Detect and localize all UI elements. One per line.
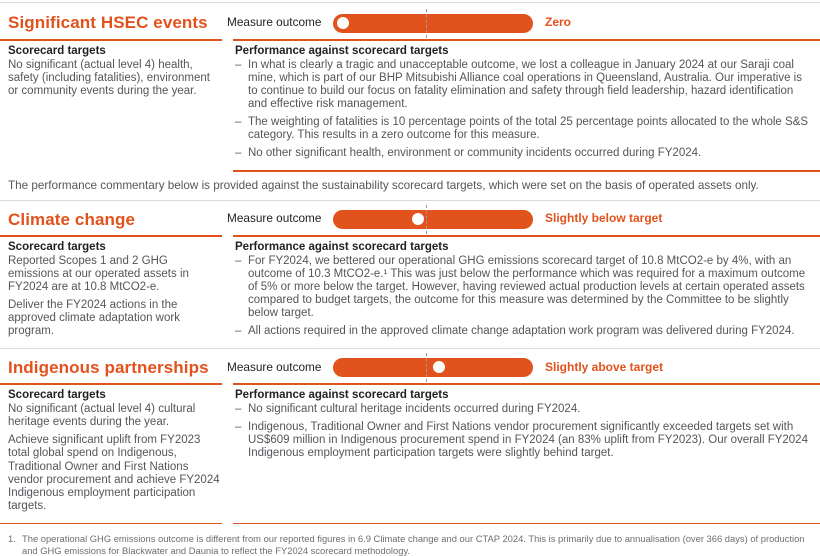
target-paragraph: No significant (actual level 4) health, safety (including fatalities), environment or community events during the year. — [8, 58, 210, 97]
bullet-text: No significant cultural heritage incidents occurred during FY2024. — [248, 403, 581, 416]
header-divider — [0, 39, 820, 41]
slider-midpoint-line — [426, 9, 427, 38]
section-title: Climate change — [8, 209, 136, 229]
section-significant-hsec-events — [0, 10, 820, 172]
target-paragraph: Reported Scopes 1 and 2 GHG emissions at our operated assets in FY2024 are at 10.8 MtCO2-e. — [8, 254, 189, 294]
header-divider — [0, 235, 820, 237]
performance-bullet — [235, 403, 812, 416]
target-paragraph: Achieve significant uplift from FY2023 total global spend on Indigenous, Traditional Owner and First Nations vendor procurement and achieve FY2024 Indigenous employment participation targets. — [8, 434, 220, 512]
measure-outcome-slider — [333, 210, 533, 229]
measure-outcome-label: Measure outcome — [227, 211, 322, 226]
bullet-text: No other significant health, environment or community incidents occurred during FY2024. — [248, 147, 702, 160]
slider-track — [333, 14, 533, 33]
header-divider — [0, 383, 820, 385]
bullet-dash: – — [235, 147, 242, 160]
header-divider-left — [0, 235, 222, 237]
performance-bullet — [235, 116, 812, 142]
measure-outcome-slider — [333, 358, 533, 377]
section-closing-divider — [0, 523, 820, 525]
bullet-dash: – — [235, 421, 242, 434]
bullet-text: Indigenous, Traditional Owner and First Nations vendor procurement significantly exceeded targets set with US$609 million in Indigenous procurement spend in FY2024 (an 83% uplift from FY2023). Our overall FY2024 Indigenous employment participation targets were slightly behind target. — [248, 421, 808, 460]
slider-midpoint-line — [426, 205, 427, 234]
section-closing-divider — [233, 170, 820, 172]
bullet-dash: – — [235, 325, 242, 338]
scorecard-targets-column — [0, 45, 222, 166]
performance-bullet — [235, 255, 812, 321]
section-header-row — [0, 10, 820, 36]
performance-heading: Performance against scorecard targets — [235, 240, 449, 253]
header-divider-left — [0, 39, 222, 41]
section-climate-change — [0, 206, 820, 348]
section-columns — [0, 385, 820, 523]
page-top-divider — [0, 2, 820, 3]
slider-track — [333, 210, 533, 229]
bullet-text: For FY2024, we bettered our operational GHG emissions scorecard target of 10.8 MtCO2-e by 4%, with an outcome of 10.3 MtCO2-e.¹ This was just below the performance which was required for a maximum outcome of 5% or more below the target. However, having reviewed actual production levels at certain operated assets compared to budget targets, the outcome for this measure was determined by the Committee to be slightly below target. — [248, 254, 806, 320]
slider-dot — [337, 17, 349, 29]
section-title: Indigenous partnerships — [8, 357, 209, 377]
closing-divider-left — [0, 523, 222, 525]
section-columns — [0, 237, 820, 349]
target-paragraph: No significant (actual level 4) cultural heritage events during the year. — [8, 403, 196, 429]
performance-bullet — [235, 147, 812, 160]
measure-outcome-label: Measure outcome — [227, 15, 322, 30]
bullet-dash: – — [235, 254, 242, 267]
outcome-value: Slightly above target — [545, 359, 664, 374]
footnote-number: 1. — [8, 533, 16, 545]
performance-bullet — [235, 421, 812, 460]
bullet-text: All actions required in the approved climate change adaptation work program was delivered during FY2024. — [248, 325, 795, 338]
header-divider-left — [0, 383, 222, 385]
performance-bullet — [235, 325, 812, 338]
outcome-value: Slightly below target — [545, 211, 663, 226]
measure-outcome-slider — [333, 14, 533, 33]
section-separator — [0, 200, 820, 201]
performance-bullet — [235, 59, 812, 111]
performance-column — [235, 241, 820, 344]
performance-column — [235, 45, 820, 166]
footnote-text: The operational GHG emissions outcome is different from our reported figures in 6.9 Climate change and our CTAP 2024. This is primarily due to annualisation (over 366 days) of production and GHG emissions for Blackwater and Daunia to reflect the FY2024 scorecard methodology. — [22, 533, 805, 556]
scorecard-targets-column — [0, 389, 222, 518]
scorecard-targets-heading: Scorecard targets — [8, 240, 106, 253]
outcome-value: Zero — [545, 15, 572, 30]
bullet-text: In what is clearly a tragic and unacceptable outcome, we lost a colleague in January 2024 at our Saraji coal mine, which is part of our BHP Mitsubishi Alliance coal operations in Queensland, Australia. Our imperative is to continue to build our focus on fatality elimination and safety through field leadership, hazard identification and effective risk management. — [248, 58, 802, 110]
bullet-dash: – — [235, 403, 242, 416]
section-title: Significant HSEC events — [8, 13, 208, 33]
header-divider-right — [233, 235, 820, 237]
section-separator — [0, 348, 820, 349]
section-header-row — [0, 354, 820, 380]
target-paragraph: Deliver the FY2024 actions in the approved climate adaptation work program. — [8, 299, 180, 338]
measure-outcome-label: Measure outcome — [227, 359, 322, 374]
performance-column — [235, 389, 820, 518]
closing-divider-right — [233, 523, 820, 525]
section-columns — [0, 41, 820, 171]
header-divider-right — [233, 383, 820, 385]
section-indigenous-partnerships — [0, 354, 820, 524]
slider-midpoint-line — [426, 353, 427, 382]
bullet-text: The weighting of fatalities is 10 percentage points of the total 25 percentage points allocated to the whole S&S category. This results in a zero outcome for this measure. — [248, 116, 809, 142]
scorecard-targets-column — [0, 241, 222, 344]
bullet-dash: – — [235, 116, 242, 129]
header-divider-right — [233, 39, 820, 41]
scorecard-targets-heading: Scorecard targets — [8, 44, 106, 57]
scorecard-commentary-note: The performance commentary below is provided against the sustainability scorecard targets, which were set on the basis of operated assets only. — [8, 178, 759, 192]
section-header-row — [0, 206, 820, 232]
performance-heading: Performance against scorecard targets — [235, 44, 449, 57]
performance-heading: Performance against scorecard targets — [235, 388, 449, 401]
footnote — [0, 533, 820, 556]
bullet-dash: – — [235, 58, 242, 71]
scorecard-targets-heading: Scorecard targets — [8, 388, 106, 401]
